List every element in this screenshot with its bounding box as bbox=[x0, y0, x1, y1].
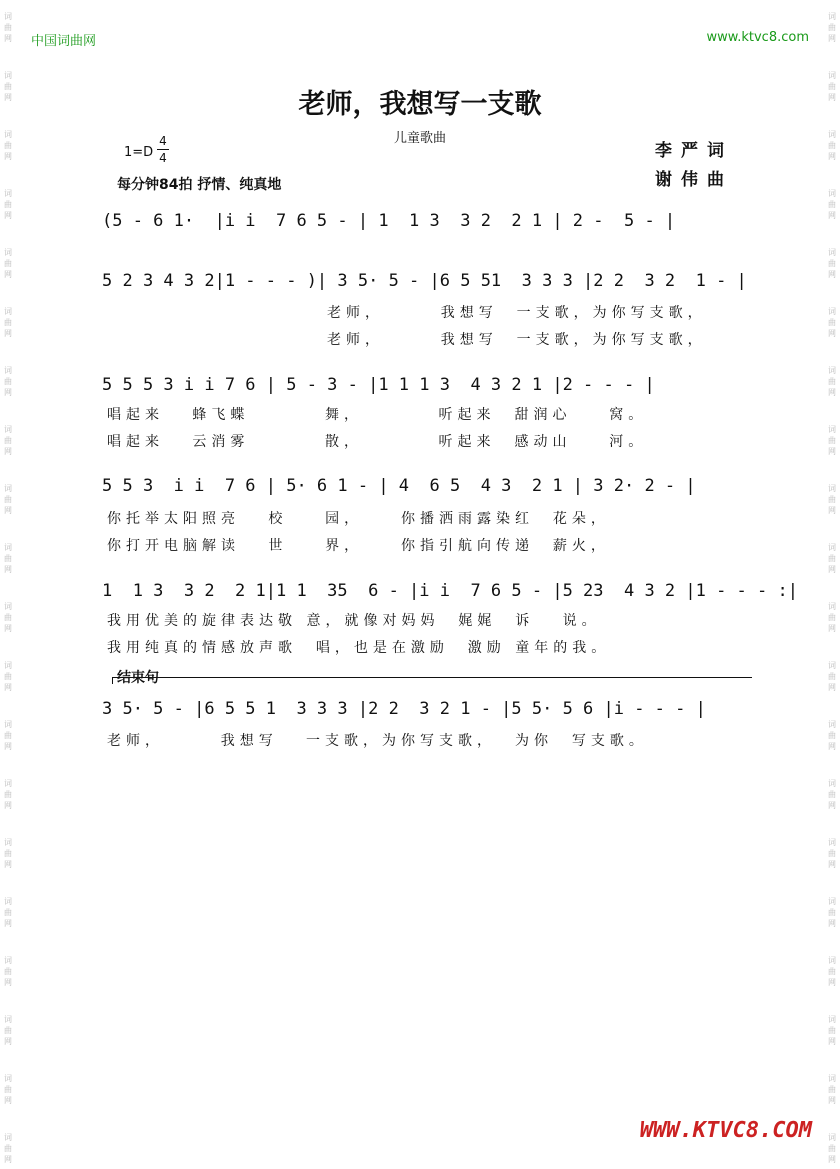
watermark-glyph: 网 bbox=[828, 1155, 836, 1164]
watermark-glyph: 曲 bbox=[4, 259, 12, 268]
key-signature: 1=D bbox=[124, 145, 154, 160]
watermark-glyph: 网 bbox=[4, 624, 12, 633]
song-subtitle: 儿童歌曲 bbox=[393, 131, 446, 146]
composer-credit: 谢伟曲 bbox=[655, 170, 733, 190]
lyricist-credit: 李严词 bbox=[655, 141, 733, 161]
watermark-strip-left bbox=[0, 0, 16, 1169]
watermark-glyph: 词 bbox=[4, 720, 12, 729]
watermark-glyph: 词 bbox=[828, 12, 836, 21]
watermark-glyph: 网 bbox=[828, 801, 836, 810]
watermark-glyph: 网 bbox=[4, 211, 12, 220]
watermark-glyph: 词 bbox=[828, 248, 836, 257]
lyric-line: 唱起来 云消雾 散， 听起来 感动山 河。 bbox=[107, 434, 648, 450]
watermark-glyph: 词 bbox=[4, 602, 12, 611]
watermark-glyph: 曲 bbox=[4, 1144, 12, 1153]
watermark-glyph: 曲 bbox=[828, 1085, 836, 1094]
watermark-glyph: 词 bbox=[4, 956, 12, 965]
watermark-glyph: 曲 bbox=[4, 672, 12, 681]
watermark-glyph: 词 bbox=[828, 956, 836, 965]
watermark-glyph: 曲 bbox=[828, 318, 836, 327]
watermark-glyph: 词 bbox=[828, 425, 836, 434]
ending-bracket-line bbox=[112, 677, 752, 678]
watermark-glyph: 词 bbox=[828, 1074, 836, 1083]
watermark-glyph: 曲 bbox=[4, 495, 12, 504]
watermark-glyph: 曲 bbox=[4, 1085, 12, 1094]
song-title: 老师，我想写一支歌 bbox=[298, 89, 542, 120]
ending-label: 结束句 bbox=[117, 670, 159, 686]
watermark-glyph: 词 bbox=[828, 779, 836, 788]
watermark-glyph: 词 bbox=[4, 1074, 12, 1083]
lyric-line: 我用优美的旋律表达敬 意，就像对妈妈 娓娓 诉 说。 bbox=[107, 613, 601, 629]
watermark-glyph: 曲 bbox=[4, 141, 12, 150]
watermark-glyph: 曲 bbox=[828, 82, 836, 91]
watermark-glyph: 网 bbox=[4, 978, 12, 987]
watermark-glyph: 网 bbox=[4, 1037, 12, 1046]
watermark-glyph: 词 bbox=[4, 484, 12, 493]
watermark-glyph: 曲 bbox=[828, 141, 836, 150]
watermark-glyph: 词 bbox=[828, 71, 836, 80]
ending-bracket-tick bbox=[112, 677, 113, 684]
watermark-glyph: 网 bbox=[4, 152, 12, 161]
watermark-glyph: 网 bbox=[4, 565, 12, 574]
watermark-glyph: 网 bbox=[828, 34, 836, 43]
watermark-glyph: 词 bbox=[828, 720, 836, 729]
watermark-glyph: 网 bbox=[828, 270, 836, 279]
watermark-glyph: 词 bbox=[828, 189, 836, 198]
watermark-glyph: 词 bbox=[4, 661, 12, 670]
watermark-glyph: 曲 bbox=[828, 849, 836, 858]
watermark-glyph: 曲 bbox=[4, 967, 12, 976]
watermark-glyph: 曲 bbox=[828, 1026, 836, 1035]
watermark-glyph: 曲 bbox=[4, 849, 12, 858]
lyric-line: 唱起来 蜂飞蝶 舞， 听起来 甜润心 窝。 bbox=[107, 407, 648, 423]
watermark-glyph: 网 bbox=[4, 388, 12, 397]
watermark-glyph: 网 bbox=[4, 801, 12, 810]
notation-line: 5 2 3 4 3 2|1 - - - )| 3 5· 5 - |6 5 51 3 3 3 |2 2 3 2 1 - | bbox=[102, 271, 747, 291]
notation-line: (5 - 6 1· |i i 7 6 5 - | 1 1 3 3 2 2 1 | 2 - 5 - | bbox=[102, 211, 676, 231]
watermark-glyph: 曲 bbox=[4, 1026, 12, 1035]
site-url-right[interactable]: www.ktvc8.com bbox=[706, 30, 809, 45]
watermark-glyph: 曲 bbox=[4, 318, 12, 327]
time-signature bbox=[157, 134, 169, 165]
watermark-glyph: 网 bbox=[4, 270, 12, 279]
watermark-strip-right bbox=[824, 0, 840, 1169]
watermark-glyph: 网 bbox=[4, 742, 12, 751]
watermark-glyph: 词 bbox=[4, 248, 12, 257]
watermark-glyph: 网 bbox=[828, 447, 836, 456]
watermark-glyph: 网 bbox=[828, 93, 836, 102]
watermark-glyph: 词 bbox=[4, 897, 12, 906]
watermark-glyph: 曲 bbox=[828, 259, 836, 268]
watermark-glyph: 网 bbox=[828, 860, 836, 869]
notation-line: 1 1 3 3 2 2 1|1 1 35 6 - |i i 7 6 5 - |5 23 4 3 2 |1 - - - :| bbox=[102, 581, 798, 601]
watermark-glyph: 网 bbox=[4, 34, 12, 43]
watermark-glyph: 曲 bbox=[4, 23, 12, 32]
watermark-glyph: 曲 bbox=[4, 908, 12, 917]
watermark-glyph: 曲 bbox=[828, 23, 836, 32]
tempo-marking: 每分钟84拍 抒情、纯真地 bbox=[117, 177, 282, 193]
watermark-glyph: 曲 bbox=[4, 200, 12, 209]
watermark-glyph: 词 bbox=[828, 130, 836, 139]
watermark-glyph: 曲 bbox=[828, 554, 836, 563]
watermark-glyph: 网 bbox=[828, 329, 836, 338]
watermark-glyph: 网 bbox=[4, 93, 12, 102]
watermark-glyph: 词 bbox=[828, 307, 836, 316]
watermark-glyph: 曲 bbox=[4, 790, 12, 799]
watermark-glyph: 词 bbox=[4, 1133, 12, 1142]
watermark-glyph: 曲 bbox=[4, 731, 12, 740]
site-logo[interactable]: WWW.KTVC8.COM bbox=[639, 1118, 812, 1143]
watermark-glyph: 词 bbox=[4, 12, 12, 21]
watermark-glyph: 曲 bbox=[4, 554, 12, 563]
watermark-glyph: 网 bbox=[4, 860, 12, 869]
lyric-line: 我用纯真的情感放声歌 唱，也是在激励 激励 童年的我。 bbox=[107, 640, 611, 656]
watermark-glyph: 网 bbox=[828, 978, 836, 987]
watermark-glyph: 曲 bbox=[828, 495, 836, 504]
watermark-glyph: 网 bbox=[4, 1096, 12, 1105]
watermark-glyph: 曲 bbox=[828, 967, 836, 976]
watermark-glyph: 词 bbox=[4, 307, 12, 316]
watermark-glyph: 网 bbox=[828, 683, 836, 692]
watermark-glyph: 词 bbox=[828, 602, 836, 611]
watermark-glyph: 曲 bbox=[4, 613, 12, 622]
notation-line: 3 5· 5 - |6 5 5 1 3 3 3 |2 2 3 2 1 - |5 5· 5 6 |i - - - | bbox=[102, 699, 706, 719]
watermark-glyph: 曲 bbox=[4, 377, 12, 386]
watermark-glyph: 词 bbox=[4, 130, 12, 139]
watermark-glyph: 曲 bbox=[828, 1144, 836, 1153]
time-numerator: 4 bbox=[159, 134, 167, 148]
watermark-glyph: 曲 bbox=[4, 82, 12, 91]
watermark-glyph: 网 bbox=[828, 742, 836, 751]
watermark-glyph: 网 bbox=[4, 919, 12, 928]
watermark-glyph: 词 bbox=[828, 1015, 836, 1024]
watermark-glyph: 网 bbox=[4, 1155, 12, 1164]
time-denominator: 4 bbox=[159, 151, 167, 165]
watermark-glyph: 网 bbox=[828, 388, 836, 397]
lyric-line: 老师， 我想写 一支歌，为你写支歌， bbox=[327, 305, 707, 321]
watermark-glyph: 词 bbox=[4, 779, 12, 788]
watermark-glyph: 曲 bbox=[828, 731, 836, 740]
watermark-glyph: 词 bbox=[828, 838, 836, 847]
watermark-glyph: 词 bbox=[4, 425, 12, 434]
watermark-glyph: 词 bbox=[4, 71, 12, 80]
watermark-glyph: 曲 bbox=[828, 436, 836, 445]
watermark-glyph: 网 bbox=[828, 506, 836, 515]
lyric-line: 你打开电脑解读 世 界， 你指引航向传递 薪火， bbox=[107, 538, 610, 554]
watermark-glyph: 词 bbox=[4, 543, 12, 552]
watermark-glyph: 曲 bbox=[828, 790, 836, 799]
watermark-glyph: 曲 bbox=[828, 672, 836, 681]
watermark-glyph: 词 bbox=[4, 189, 12, 198]
watermark-glyph: 曲 bbox=[828, 200, 836, 209]
watermark-glyph: 曲 bbox=[828, 908, 836, 917]
watermark-glyph: 词 bbox=[4, 366, 12, 375]
watermark-glyph: 网 bbox=[828, 211, 836, 220]
watermark-glyph: 网 bbox=[828, 565, 836, 574]
watermark-glyph: 网 bbox=[828, 624, 836, 633]
watermark-glyph: 网 bbox=[828, 1037, 836, 1046]
notation-line: 5 5 3 i i 7 6 | 5· 6 1 - | 4 6 5 4 3 2 1 | 3 2· 2 - | bbox=[102, 476, 696, 496]
notation-line: 5 5 5 3 i i 7 6 | 5 - 3 - |1 1 1 3 4 3 2 1 |2 - - - | bbox=[102, 375, 655, 395]
watermark-glyph: 词 bbox=[828, 661, 836, 670]
watermark-glyph: 网 bbox=[4, 447, 12, 456]
watermark-glyph: 网 bbox=[4, 329, 12, 338]
watermark-glyph: 词 bbox=[828, 543, 836, 552]
watermark-glyph: 曲 bbox=[828, 613, 836, 622]
watermark-glyph: 词 bbox=[4, 1015, 12, 1024]
watermark-glyph: 网 bbox=[4, 506, 12, 515]
lyric-line: 你托举太阳照亮 校 园， 你播洒雨露染红 花朵， bbox=[107, 511, 610, 527]
watermark-glyph: 网 bbox=[828, 919, 836, 928]
watermark-glyph: 词 bbox=[828, 366, 836, 375]
site-name-left[interactable]: 中国词曲网 bbox=[31, 34, 97, 49]
watermark-glyph: 词 bbox=[828, 484, 836, 493]
watermark-glyph: 曲 bbox=[828, 377, 836, 386]
lyric-line: 老师， 我想写 一支歌，为你写支歌， bbox=[327, 332, 707, 348]
watermark-glyph: 网 bbox=[828, 152, 836, 161]
watermark-glyph: 词 bbox=[4, 838, 12, 847]
lyric-line: 老师， 我想写 一支歌，为你写支歌， 为你 写支歌。 bbox=[107, 733, 648, 749]
watermark-glyph: 网 bbox=[828, 1096, 836, 1105]
watermark-glyph: 词 bbox=[828, 897, 836, 906]
watermark-glyph: 词 bbox=[828, 1133, 836, 1142]
watermark-glyph: 网 bbox=[4, 683, 12, 692]
watermark-glyph: 曲 bbox=[4, 436, 12, 445]
